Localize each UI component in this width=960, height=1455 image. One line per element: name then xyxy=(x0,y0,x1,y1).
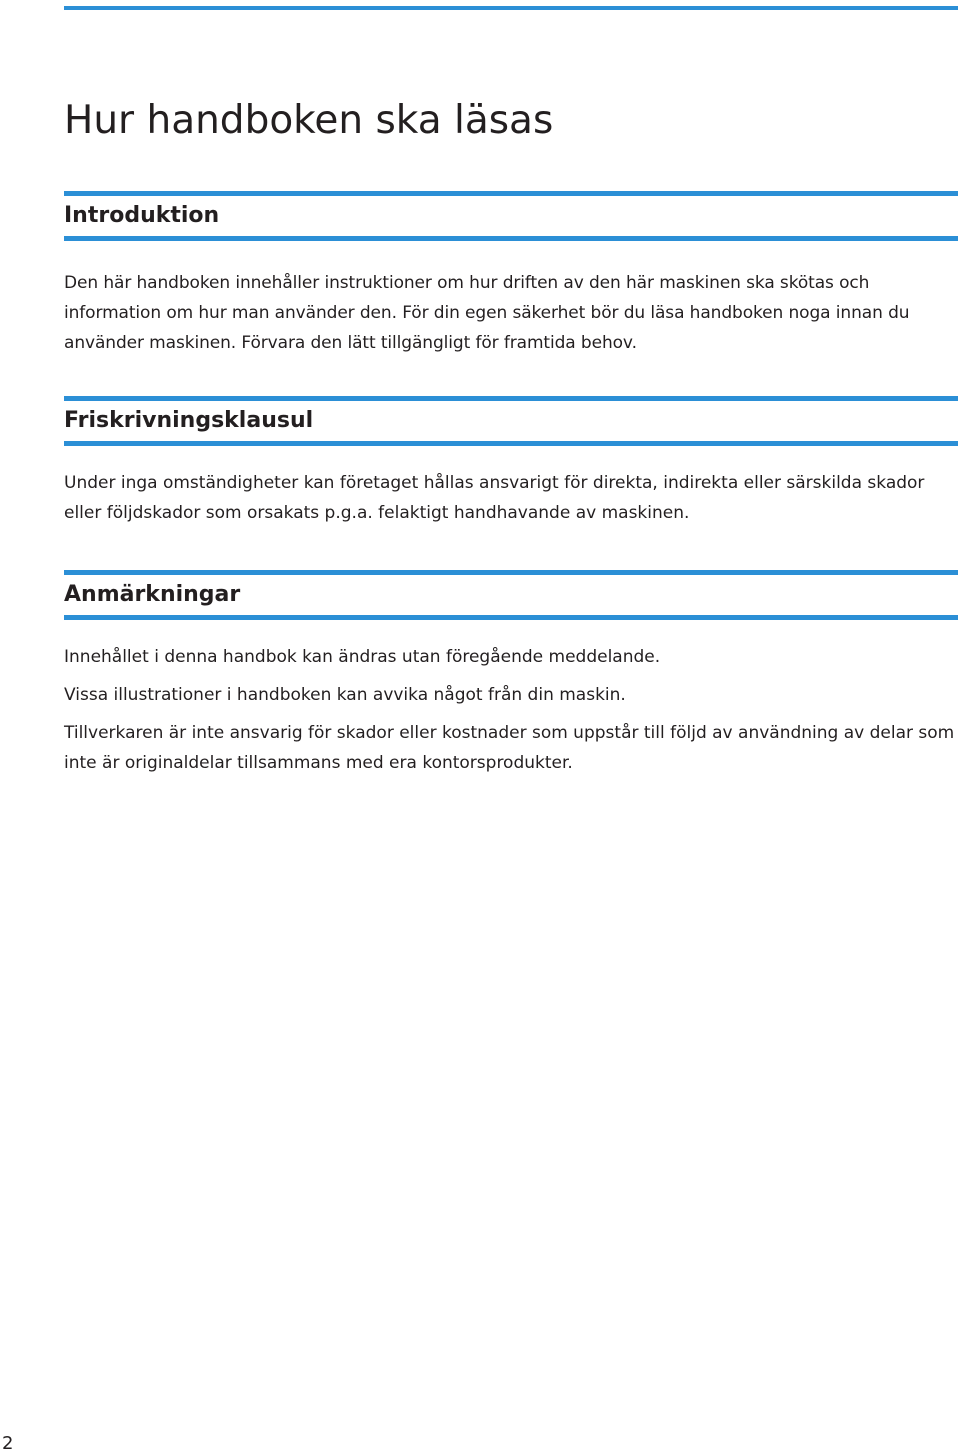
section-heading: Anmärkningar xyxy=(64,582,241,607)
paragraph: Tillverkaren är inte ansvarig för skador eller kostnader som uppstår till följd av användning av delar som inte är originaldelar tillsammans med era kontorsprodukter. xyxy=(64,723,955,773)
paragraph: Vissa illustrationer i handboken kan avvika något från din maskin. xyxy=(64,685,626,705)
section-heading-bar xyxy=(64,396,958,446)
section-heading: Friskrivningsklausul xyxy=(64,408,314,433)
section-body xyxy=(64,468,958,528)
paragraph: Den här handboken innehåller instruktioner om hur driften av den här maskinen ska skötas och information om hur man använder den. För din egen säkerhet bör du läsa handboken noga innan du använder maskinen. Förvara den lätt tillgängligt för framtida behov. xyxy=(64,273,910,353)
section-heading-bar xyxy=(64,191,958,241)
paragraph: Innehållet i denna handbok kan ändras utan föregående meddelande. xyxy=(64,647,661,667)
paragraph: Under inga omständigheter kan företaget hållas ansvarigt för direkta, indirekta eller särskilda skador eller följdskador som orsakats p.g.a. felaktigt handhavande av maskinen. xyxy=(64,473,925,523)
page-number: 2 xyxy=(2,1433,14,1454)
section-disclaimer xyxy=(64,396,958,528)
section-heading: Introduktion xyxy=(64,203,220,228)
section-body xyxy=(64,642,958,778)
section-notes xyxy=(64,570,958,778)
section-heading-bar xyxy=(64,570,958,620)
section-body xyxy=(64,268,958,358)
section-introduction xyxy=(64,191,958,358)
top-rule xyxy=(64,6,958,10)
page-title: Hur handboken ska läsas xyxy=(64,98,554,143)
